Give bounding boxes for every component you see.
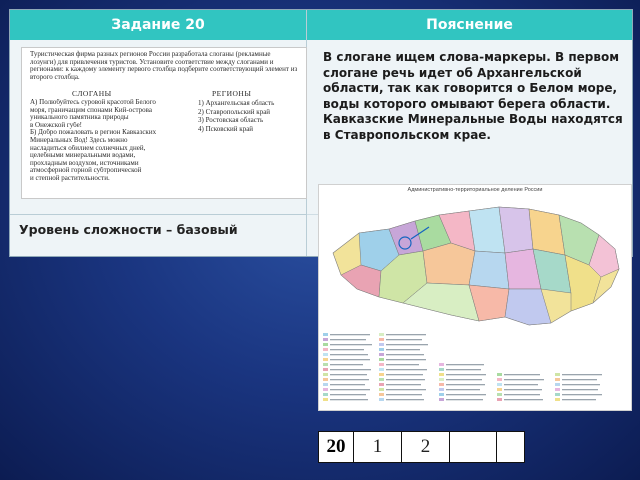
map-graphic (319, 193, 631, 339)
task-image (21, 47, 307, 199)
map-legend (321, 331, 629, 409)
slogan-line: уникального памятника природы (30, 114, 129, 122)
slogan-line: Минеральных Вод! Здесь можно (30, 136, 128, 144)
region-item: 4) Псковский край (198, 124, 254, 133)
slogan-line: Б) Добро пожаловать в регион Кавказских (30, 129, 157, 137)
answer-cell-4[interactable] (496, 432, 524, 462)
slogan-line: атмосферной горной субтропической (30, 167, 142, 175)
regions-list (198, 99, 302, 133)
slogan-line: моря, граничащим спонами Кий-острова (30, 106, 152, 114)
slogan-line: насладиться обилием солнечных дней, (30, 144, 146, 152)
task-intro: Туристическая фирма разных регионов России разработала слоганы (рекламные лозунги) для привлечения туристов. Установите соответствие между слоганами и регионами: к каждому элементу первого столбца подберите соответствующий элемент из второго столбца. (30, 50, 298, 81)
difficulty-level: Уровень сложности – базовый (19, 222, 238, 237)
region-item: 2) Ставропольский край (198, 107, 271, 116)
explanation-text: В слогане ищем слова-маркеры. В первом слогане речь идет об Архангельской области, так как говорится о Белом море, воды которого омывают берега области. Кавказские Минеральные Воды находятся в Ставропольском крае. (323, 50, 623, 142)
slogan-line: А) Полюбуйтесь суровой красотой Белого (30, 99, 156, 106)
header-task: Задание 20 (10, 10, 306, 40)
header-explanation: Пояснение (307, 10, 632, 40)
answer-cell-1[interactable]: 1 (353, 432, 401, 462)
answer-table (318, 431, 525, 463)
slogans-list (30, 99, 200, 183)
slogan-line: целебными минеральными водами, (30, 152, 136, 160)
answer-task-number: 20 (326, 436, 346, 457)
slogan-line: и степной растительности. (30, 174, 110, 182)
regions-header: РЕГИОНЫ (212, 89, 252, 98)
map-title: Административно-территориальное деление России (407, 187, 543, 193)
row-divider (10, 214, 306, 215)
slogan-line: прохладным воздухом, источниками (30, 159, 139, 167)
region-item: 3) Ростовская область (198, 116, 264, 124)
region-item: 1) Архангельская область (198, 99, 275, 107)
slogan-line: в Онежской губе! (30, 121, 83, 129)
slogans-header: СЛОГАНЫ (72, 89, 112, 98)
answer-cell-3[interactable] (449, 432, 496, 462)
answer-cell-2[interactable]: 2 (401, 432, 449, 462)
legend-graphic (321, 331, 629, 407)
russia-map (318, 184, 632, 411)
